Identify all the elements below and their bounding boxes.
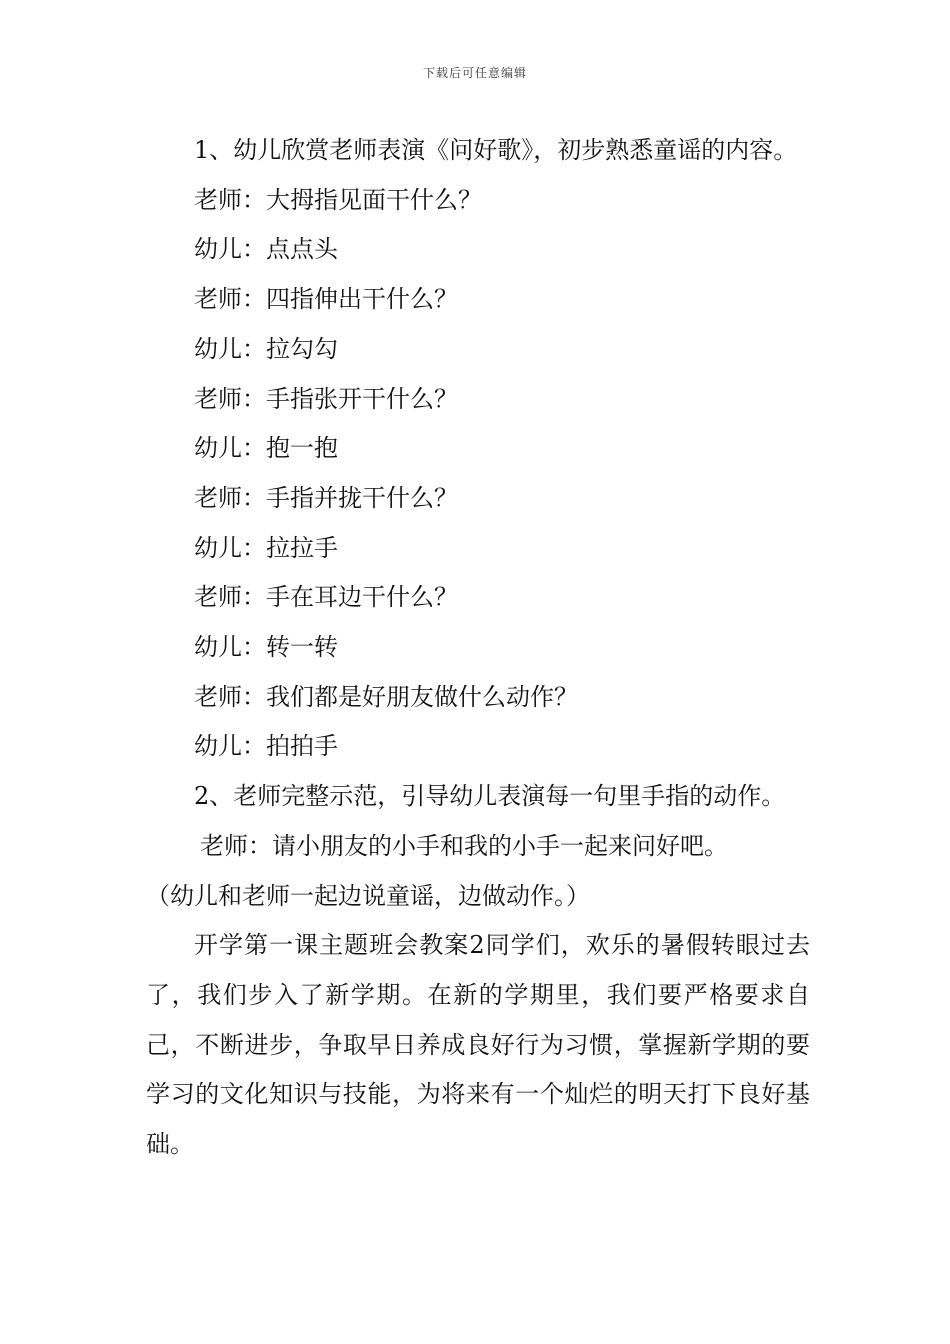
paragraph-lesson-two: 开学第一课主题班会教案2同学们，欢乐的暑假转眼过去了，我们步入了新学期。在新的学期里，我们要严格要求自己，不断进步，争取早日养成良好行为习惯，掌握新学期的要学习的文化知识与技能，为将来有一个灿烂的明天打下良好基础。 (146, 931, 810, 1159)
dialogue-line: 幼儿：点点头 (194, 235, 338, 264)
dialogue-line: 幼儿：抱一抱 (194, 434, 338, 463)
dialogue-line: 老师：四指伸出干什么？ (194, 285, 458, 314)
paragraph-note: （幼儿和老师一起边说童谣，边做动作。） (146, 881, 590, 910)
document-body (146, 126, 810, 1170)
page-header: 下载后可任意编辑 (422, 66, 527, 80)
dialogue-line: 幼儿：转一转 (194, 633, 338, 662)
paragraph-demo: 2、老师完整示范，引导幼儿表演每一句里手指的动作。 (194, 782, 786, 811)
dialogue-line: 幼儿：拍拍手 (194, 732, 338, 761)
dialogue-line: 幼儿：拉拉手 (194, 533, 338, 562)
paragraph-teacher-invite: 老师：请小朋友的小手和我的小手一起来问好吧。 (200, 831, 728, 860)
dialogue-line: 老师：大拇指见面干什么？ (194, 185, 482, 214)
dialogue-line: 老师：手指张开干什么？ (194, 384, 458, 413)
dialogue-line: 老师：手指并拢干什么？ (194, 483, 458, 512)
dialogue-line: 幼儿：拉勾勾 (194, 334, 338, 363)
paragraph-intro: 1、幼儿欣赏老师表演《问好歌》，初步熟悉童谣的内容。 (194, 136, 798, 164)
dialogue-line: 老师：我们都是好朋友做什么动作？ (194, 682, 578, 711)
dialogue-line: 老师：手在耳边干什么？ (194, 583, 458, 612)
